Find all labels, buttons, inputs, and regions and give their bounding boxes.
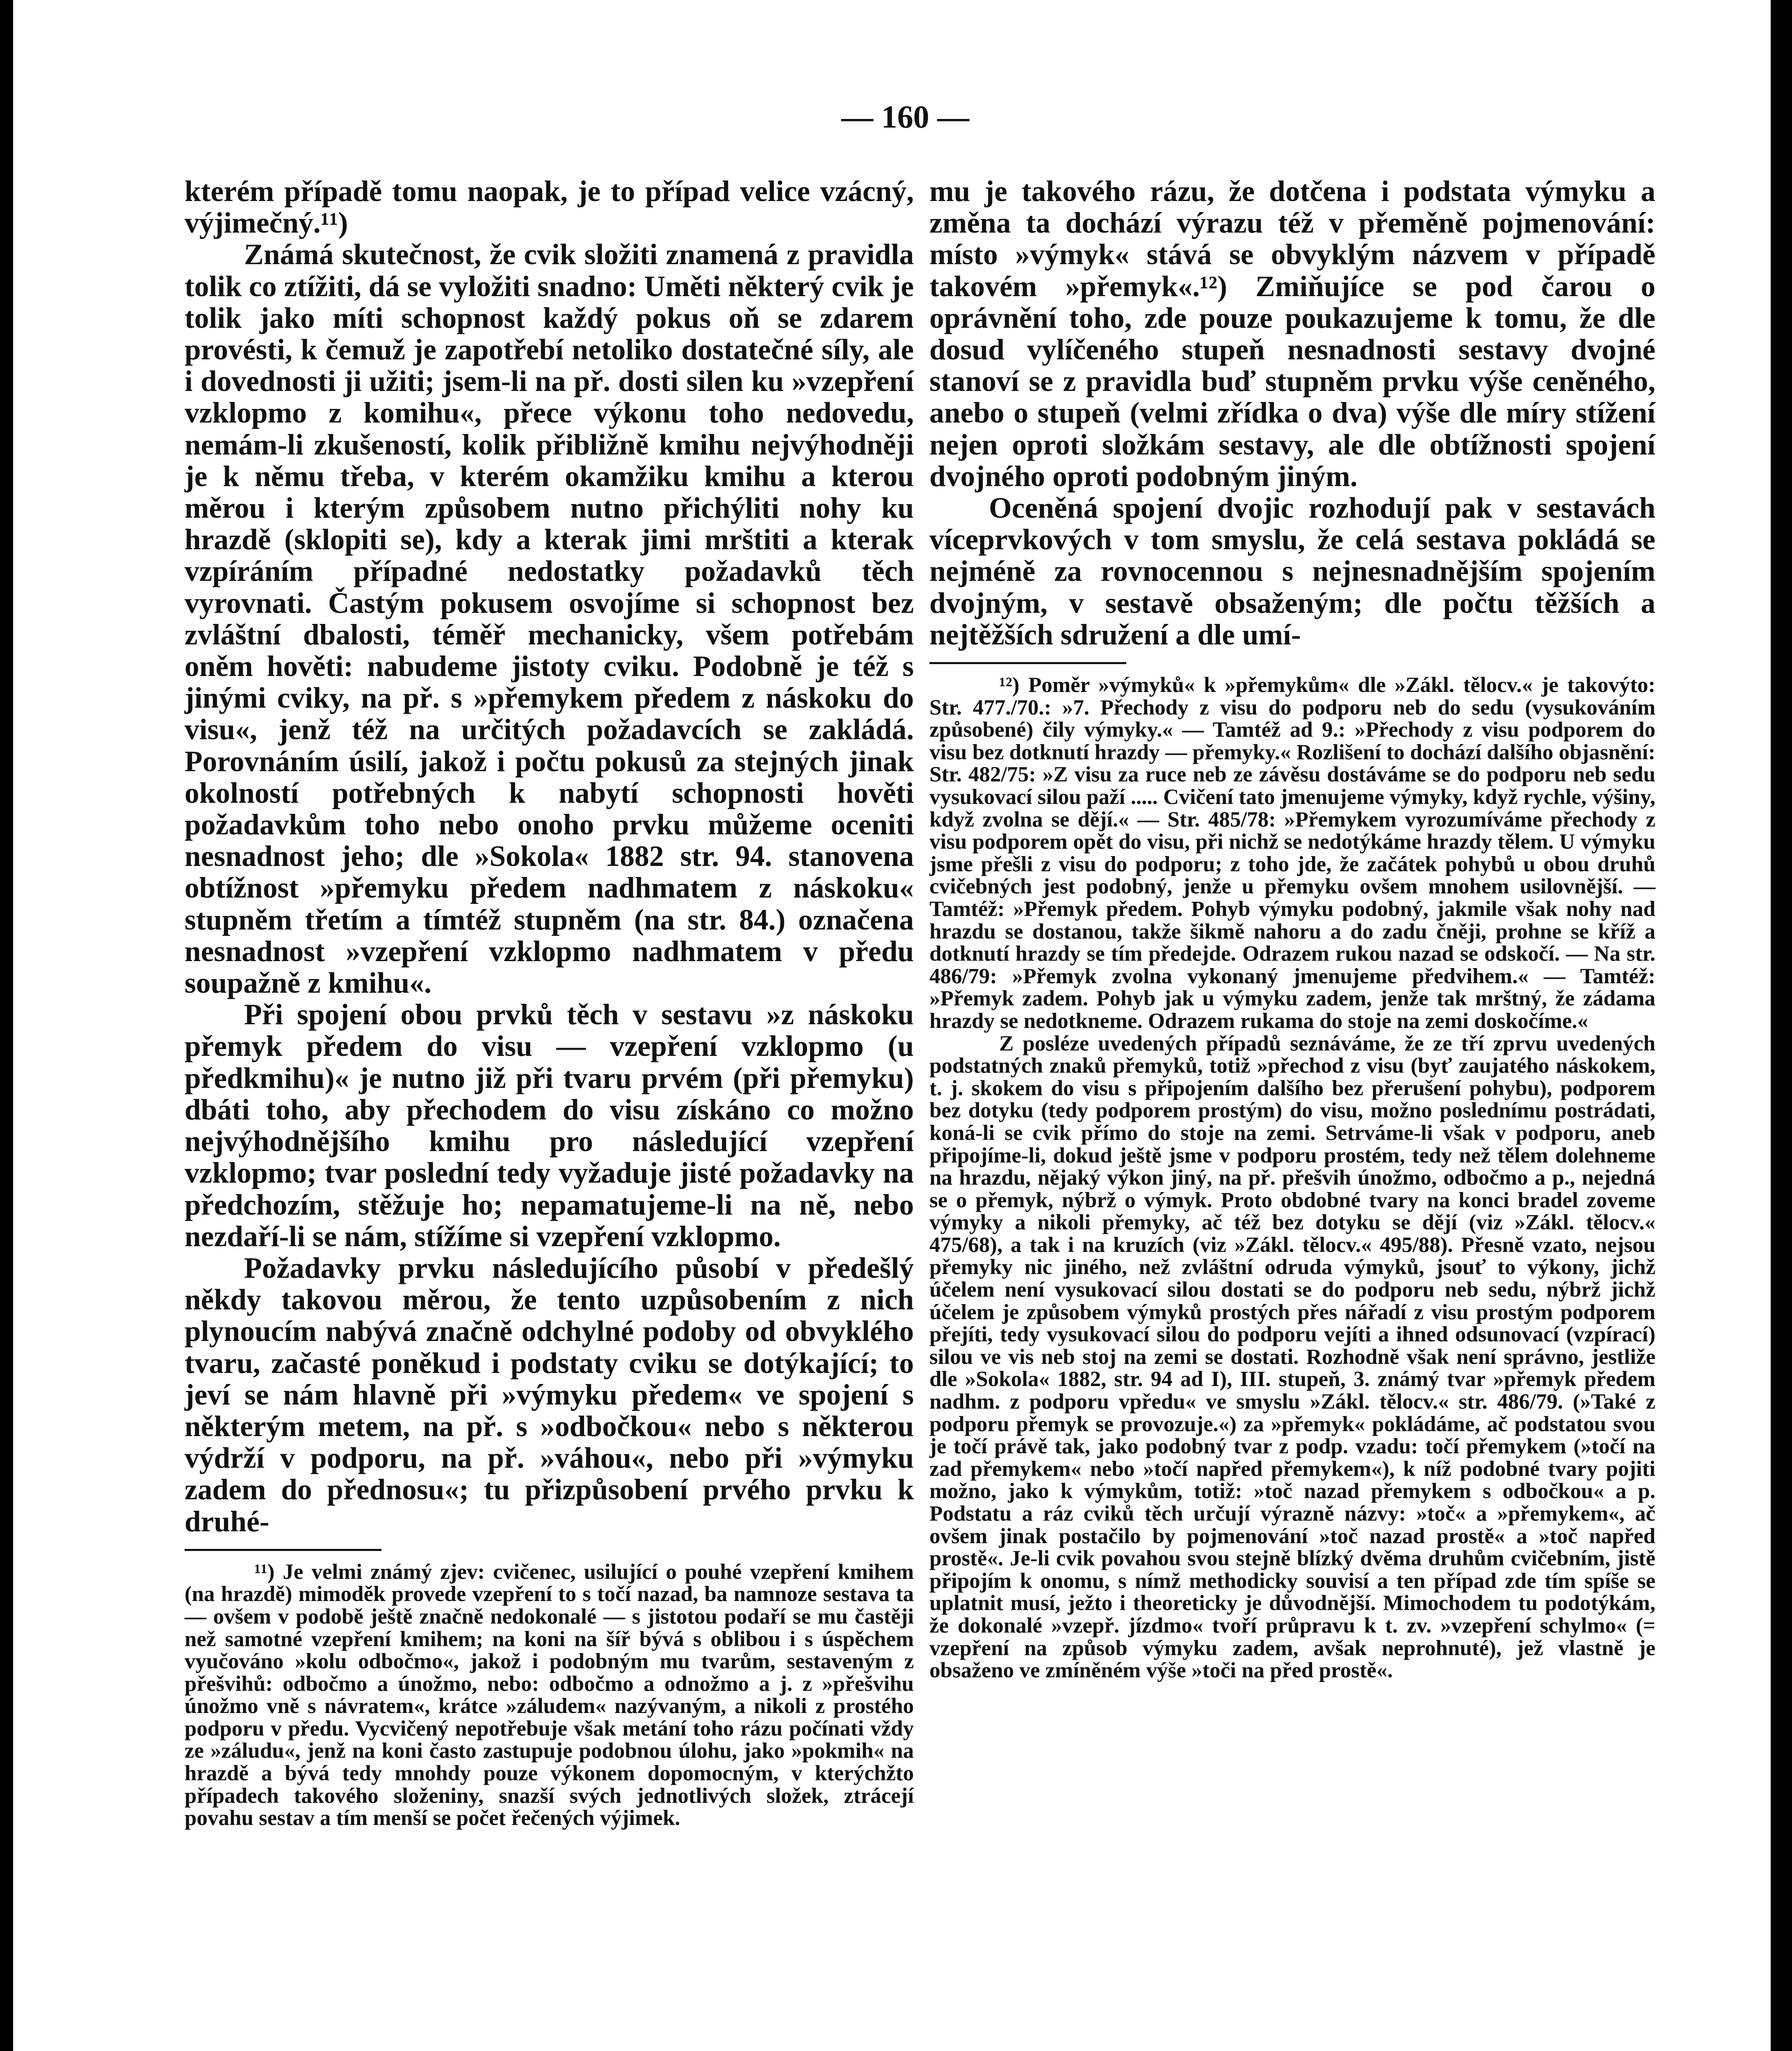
left-footnotes — [185, 1561, 914, 1829]
right-paragraph-2: Oceněná spojení dvojic rozhodují pak v sestavách víceprvkových v tom smyslu, že celá sestava pokládá se nejméně za rovnocennou s nejnesnadnějším spojením dvojným, v sestavě obsaženým; dle počtu těžších a nejtěžších sdružení a dle umí- — [929, 492, 1655, 651]
footnote-12-part-2: Z posléze uvedených případů seznáváme, že ze tří zprvu uvedených podstatných znaků přemyků, totiž »přechod z visu (byť zaujatého náskokem, t. j. skokem do visu s připojením dalšího bez přerušení pohybu), podporem bez dotyku (tedy podporem prostým) do visu, možno poslednímu postrádati, koná-li se cvik přímo do stoje na zemi. Setrváme-li však v podporu, aneb připojíme-li, dokud ještě jsme v podporu prostém, tedy než tělem dolehneme na hrazdu, nějaký výkon jiný, na př. přešvih únožmo, odbočmo a p., nejedná se o přemyk, nýbrž o výmyk. Proto obdobné tvary na konci bradel zoveme výmyky a nikoli přemyky, ač též bez dotyku se dějí (viz »Zákl. tělocv.« 475/68), a tak i na kruzích (viz »Zákl. tělocv.« 495/88). Přesně vzato, nejsou přemyky nic jiného, než zvláštní odruda výmyků, jsouť to výkony, jichž účelem není vysukovací silou dostati se do podporu neb sedu, nýbrž jichž účelem je způsobem výmyků prostých přes nářadí z visu prostým podporem přejíti, tedy vysukovací silou do podporu vejíti a ihned odsunovací (vzpírací) silou ve vis neb stoj na zemi se dostati. Rozhodně však není správno, jestliže dle »Sokola« 1882, str. 94 ad I), III. stupeň, 3. známý tvar »přemyk předem nadhm. z podporu vpředu« ve smyslu »Zákl. tělocv.« str. 486/79. (»Také z podporu přemyk se provozuje.«) za »přemyk« pokládáme, ač podstatou svou je točí právě tak, jako podobný tvar z podp. vzadu: točí přemykem (»točí na zad přemykem« nebo »točí napřed přemykem«), k níž podobné tvary pojiti možno, jako k výmykům, totiž: »toč nazad přemykem s odbočkou« a p. Podstatu a ráz cviků těch určují výrazně názvy: »toč« a »přemykem«, ač ovšem jinak postačilo by pojmenování »toč nazad prostě« a »toč napřed prostě«. Je-li cvik povahou svou stejně blízký dvěma druhům cvičebním, jistě připojím k onomu, s nímž methodicky souvisí a ten případ zde tím spíše se uplatnit musí, ježto i theoreticky je důvodnější. Mimochodem tu podotýkám, že dokonalé »vzepř. jízdmo« tvoří průpravu k t. zv. »vzepření schylmo« (= vzepření na způsob výmyku zadem, avšak neprohnuté), jež vlastně je obsaženo ve zmíněném výše »toči na před prostě«. — [929, 1031, 1655, 1683]
page-number: — 160 — — [841, 99, 969, 135]
left-paragraph-2: Známá skutečnost, že cvik složiti znamená z pravidla tolik co ztížiti, dá se vyložiti snadno: Uměti některý cvik je tolik jako míti schopnost každý pokus oň se zdarem provésti, k čemuž je zapotřebí netoliko dostatečné síly, ale i dovednosti ji užiti; jsem-li na př. dosti silen ku »vzepření vzklopmo z komihu«, přece výkonu toho nedovedu, nemám-li zkušeností, kolik přibližně kmihu nejvýhodněji je k němu třeba, v kterém okamžiku kmihu a kterou měrou i kterým způsobem nutno přichýliti nohy ku hrazdě (sklopiti se), kdy a kterak jimi mrštiti a kterak vzpíráním případné nedostatky požadavků těch vyrovnati. Častým pokusem osvojíme si schopnost bez zvláštní dbalosti, téměř mechanicky, všem potřebám oněm hověti: nabudeme jistoty cviku. Podobně je též s jinými cviky, na př. s »přemykem předem z náskoku do visu«, jenž též na určitých požadavcích se zakládá. Porovnáním úsilí, jakož i počtu pokusů za stejných jinak okolností potřebných k nabytí schopnosti hověti požadavkům toho nebo onoho prvku můžeme oceniti nesnadnost jeho; dle »Sokola« 1882 str. 94. stanovena obtížnost »přemyku předem nadhmatem z náskoku« stupněm třetím a tímtéž stupněm (na str. 84.) označena nesnadnost »vzepření vzklopmo nadhmatem v předu soupažně z kmihu«. — [185, 238, 914, 1000]
right-paragraph-1: mu je takového rázu, že dotčena i podstata výmyku a změna ta dochází výrazu též v přeměně pojmenování: místo »výmyk« stává se obvyklým názvem v případě takovém »přemyk«.¹²) Zmiňujíce se pod čarou o oprávnění toho, zde pouze poukazujeme k tomu, že dle dosud vylíčeného stupeň nesnadnosti sestavy dvojné stanoví se z pravidla buď stupněm prvku výše ceněného, anebo o stupeň (velmi zřídka o dva) výše dle míry stížení nejen oproti složkám sestavy, ale dle obtížnosti spojení dvojného oproti podobným jiným. — [929, 175, 1655, 493]
right-main-text — [929, 176, 1655, 651]
left-paragraph-1: kterém případě tomu naopak, je to případ velice vzácný, výjimečný.¹¹) — [185, 175, 914, 240]
left-main-text — [185, 176, 914, 1537]
left-paragraph-4: Požadavky prvku následujícího působí v předešlý někdy takovou měrou, že tento uzpůsobením z nich plynoucím nabývá značně odchylné podoby od obvyklého tvaru, začasté poněkud i podstaty cviku se dotýkající; to jeví se nám hlavně při »výmyku předem« ve spojení s některým metem, na př. s »odbočkou« nebo s některou výdrží v podporu, na př. »váhou«, nebo při »výmyku zadem do přednosu«; tu přizpůsobení prvého prvku k druhé- — [185, 1252, 914, 1538]
right-column — [929, 176, 1655, 1682]
page-sheet — [13, 0, 1771, 2051]
footnote-11: ¹¹) Je velmi známý zjev: cvičenec, usilující o pouhé vzepření kmihem (na hrazdě) mimoděk provede vzepření to s točí nazad, ba namnoze sestava ta — ovšem v podobě ještě značně nedokonalé — s jistotou podaří se mu častěji než samotné vzepření kmihem; na koni na šíř bývá s oblibou i s úspěchem vyučováno »kolu odbočmo«, jakož i podobným mu tvarům, sestaveným z přešvihů: odbočmo a únožmo, nebo: odbočmo a odnožmo a j. z »přešvihu únožmo vně s návratem«, krátce »záludem« nazývaným, a nikoli z prostého podporu v předu. Vycvičený nepotřebuje však metání toho rázu počínati vždy ze »záludu«, jenž na koni často zastupuje podobnou úlohu, jako »pokmih« na hrazdě a bývá tedy mnohdy pouze výkonem dopomocným, v kterýchžto případech takového složeniny, snazší svých jednotlivých složek, ztrácejí povahu sestav a tím menší se počet řečených výjimek. — [185, 1560, 914, 1830]
right-footnotes — [929, 674, 1655, 1682]
footnote-divider — [185, 1549, 381, 1551]
footnote-12-part-1: ¹²) Poměr »výmyků« k »přemykům« dle »Zákl. tělocv.« je takovýto: Str. 477./70.: »7. Přechody z visu do podporu neb do sedu (vysukováním způsobené) čily výmyky.« — Tamtéž ad 9.: »Přechody z visu podporem do visu bez dotknutí hrazdy — přemyky.« Rozlišení to dochází dalšího objasnění: Str. 482/75: »Z visu za ruce neb ze závěsu dostáváme se do podporu neb sedu vysukovací silou paží ..... Cvičení tato jmenujeme výmyky, když rychle, výšiny, když zvolna se dějí.« — Str. 485/78: »Přemykem vyrozumíváme přechody z visu podporem opět do visu, při nichž se nedotýkáme hrazdy tělem. U výmyku jsme přešli z visu do podporu; z toho jde, že začátek pohybů u obou druhů cvičebných jest podobný, jenže u přemyku ovšem mnohem usilovnější. — Tamtéž: »Přemyk předem. Pohyb výmyku podobný, jakmile však nohy nad hrazdu se dostanou, takže šikmě nahoru a do zadu čněji, prohne se kříž a dotknutí hrazdy se tím předejde. Odrazem rukou nazad se odskočí. — Na str. 486/79: »Přemyk zvolna vykonaný jmenujeme předvihem.« — Tamtéž: »Přemyk zadem. Pohyb jak u výmyku zadem, jenže tak mrštný, že zádama hrazdy se nedotkneme. Odrazem rukama do stoje na zemi doskočíme.« — [929, 673, 1655, 1033]
left-column — [185, 176, 914, 1829]
footnote-divider — [929, 662, 1126, 664]
left-paragraph-3: Při spojení obou prvků těch v sestavu »z náskoku přemyk předem do visu — vzepření vzklopmo (u předkmihu)« je nutno již při tvaru prvém (při přemyku) dbáti toho, aby přechodem do visu získáno co možno nejvýhodnějšího kmihu pro následující vzepření vzklopmo; tvar poslední tedy vyžaduje jisté požadavky na předchozím, stěžuje ho; nepamatujeme-li na ně, nebo nezdaří-li se nám, stížíme si vzepření vzklopmo. — [185, 998, 914, 1253]
